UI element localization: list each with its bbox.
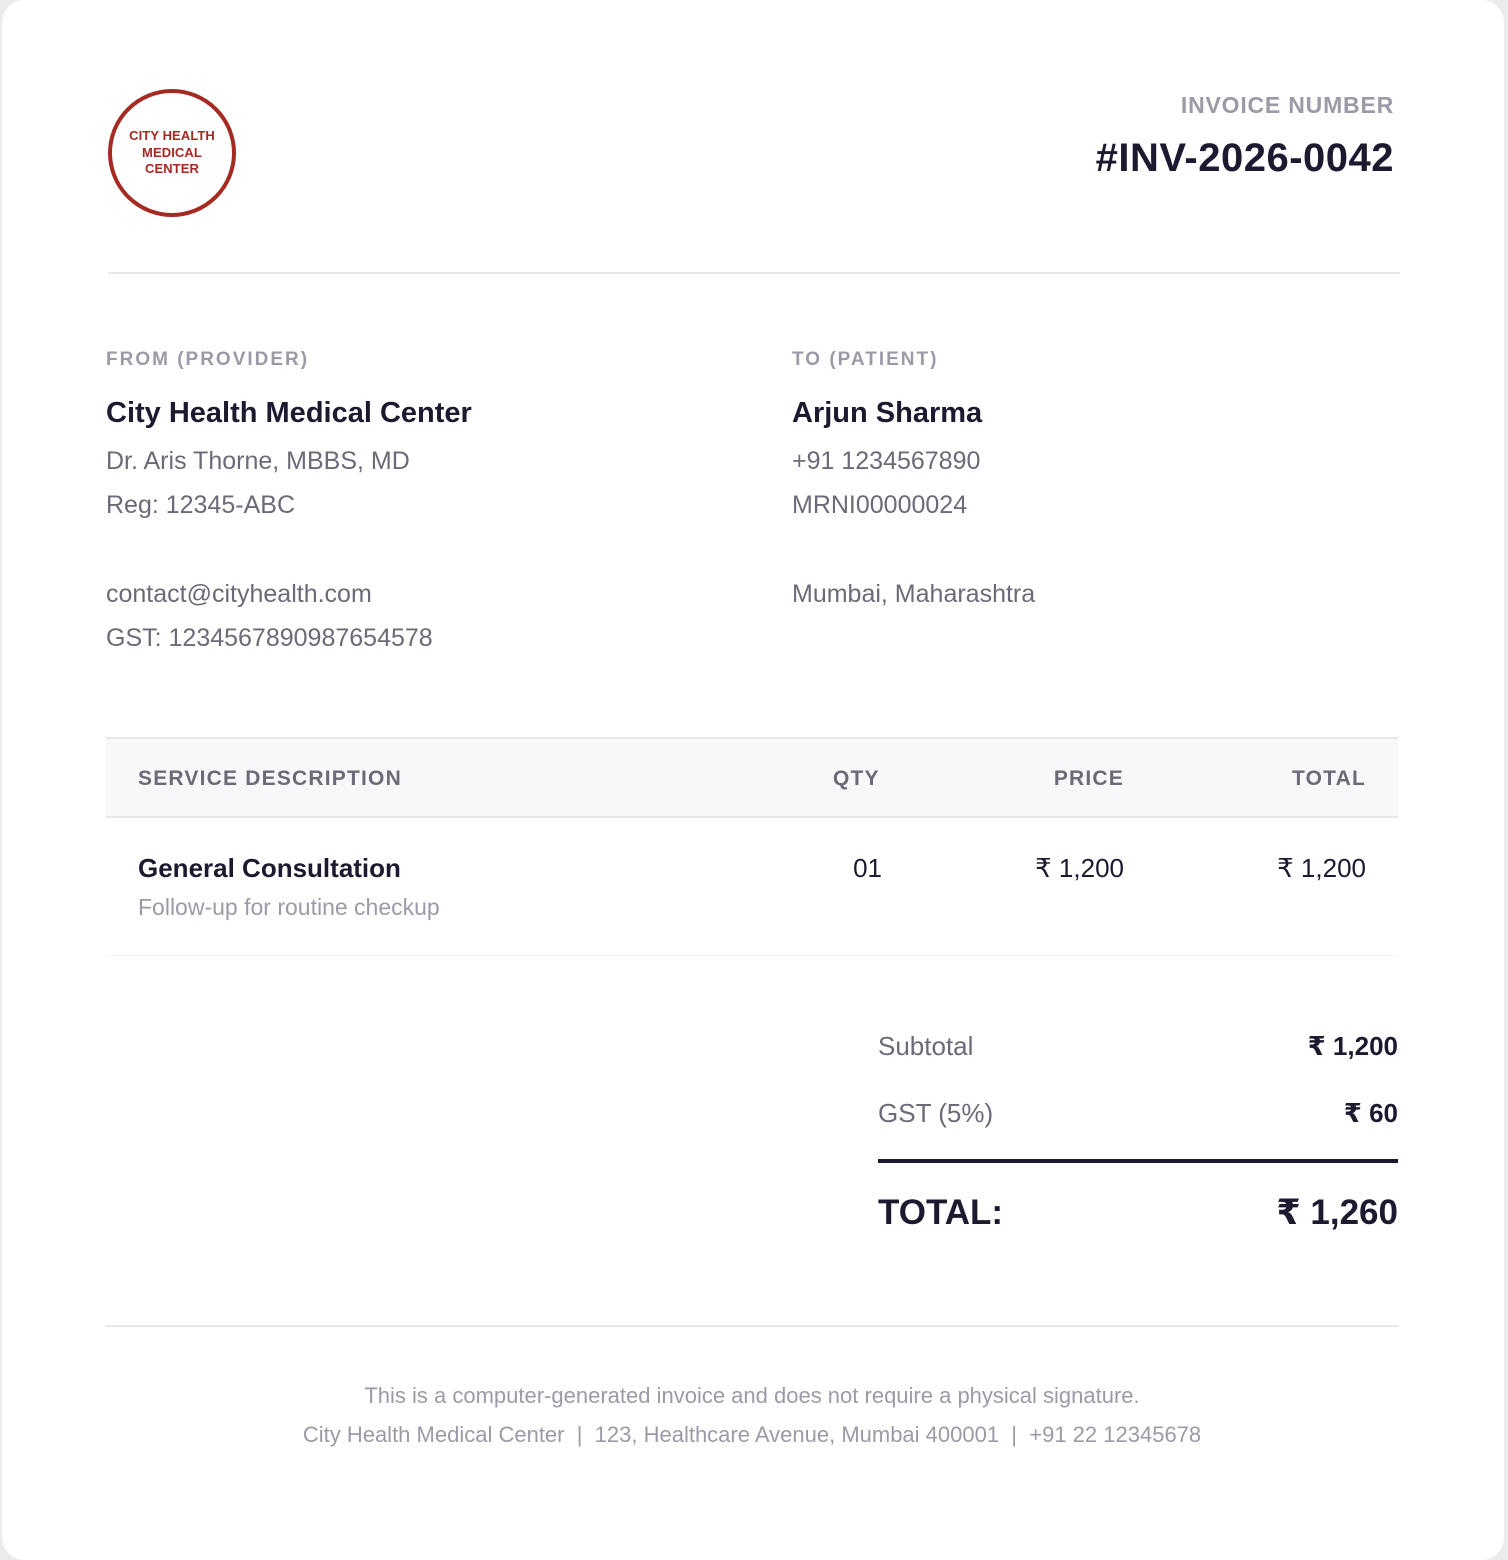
provider-name: City Health Medical Center: [106, 397, 472, 429]
to-label: TO (PATIENT): [792, 349, 939, 370]
logo-line-2: MEDICAL: [142, 144, 202, 160]
patient-location: Mumbai, Maharashtra: [792, 580, 1036, 608]
invoice-number-label: INVOICE NUMBER: [1180, 92, 1394, 118]
table-row: [106, 818, 1398, 956]
logo-line-1: CITY HEALTH: [129, 128, 215, 144]
provider-reg: Reg: 12345-ABC: [106, 491, 296, 519]
from-provider-section: [106, 346, 472, 660]
gst-row: [878, 1092, 1398, 1134]
provider-doctor: Dr. Aris Thorne, MBBS, MD: [106, 447, 410, 475]
subtotal-label: Subtotal: [878, 1030, 974, 1061]
table-header: [106, 737, 1398, 818]
invoice-card: [2, 0, 1504, 1560]
gst-label: GST (5%): [878, 1097, 994, 1128]
from-label: FROM (PROVIDER): [106, 349, 310, 370]
grand-total-label: TOTAL:: [878, 1193, 1004, 1232]
gst-value: ₹ 60: [1343, 1097, 1398, 1128]
logo-line-3: CENTER: [144, 161, 200, 177]
header-divider: [108, 272, 1400, 274]
subtotal-row: [878, 1025, 1398, 1067]
provider-email: contact@cityhealth.com: [106, 580, 372, 608]
invoice-number: #INV-2026-0042: [1095, 136, 1394, 180]
service-price: ₹ 1,200: [1035, 853, 1124, 883]
grand-total-row: [878, 1191, 1398, 1235]
service-subtitle: Follow-up for routine checkup: [138, 894, 440, 920]
clinic-logo: [108, 89, 236, 217]
total-divider: [878, 1159, 1398, 1163]
header-service-description: SERVICE DESCRIPTION: [138, 767, 402, 790]
footer-divider: [106, 1325, 1398, 1327]
invoice-number-block: [1096, 90, 1394, 180]
service-qty: 01: [853, 853, 882, 883]
invoice-footer: [106, 1376, 1398, 1454]
subtotal-value: ₹ 1,200: [1307, 1030, 1398, 1061]
totals-summary: [878, 1025, 1398, 1235]
header-price: PRICE: [1053, 767, 1124, 790]
grand-total-value: ₹ 1,260: [1276, 1193, 1398, 1232]
services-table: [106, 737, 1398, 956]
patient-phone: +91 1234567890: [792, 447, 981, 475]
service-total: ₹ 1,200: [1277, 853, 1366, 883]
to-patient-section: [792, 346, 1035, 616]
header-qty: QTY: [833, 767, 880, 790]
patient-mrn: MRNI00000024: [792, 491, 968, 519]
header-total: TOTAL: [1291, 767, 1366, 790]
service-title: General Consultation: [138, 853, 401, 883]
patient-name: Arjun Sharma: [792, 397, 983, 429]
footer-address: City Health Medical Center | 123, Healthcare Avenue, Mumbai 400001 | +91 22 12345678: [302, 1422, 1202, 1447]
footer-note: This is a computer-generated invoice and does not require a physical signature.: [364, 1383, 1140, 1408]
provider-gst: GST: 1234567890987654578: [106, 624, 433, 652]
